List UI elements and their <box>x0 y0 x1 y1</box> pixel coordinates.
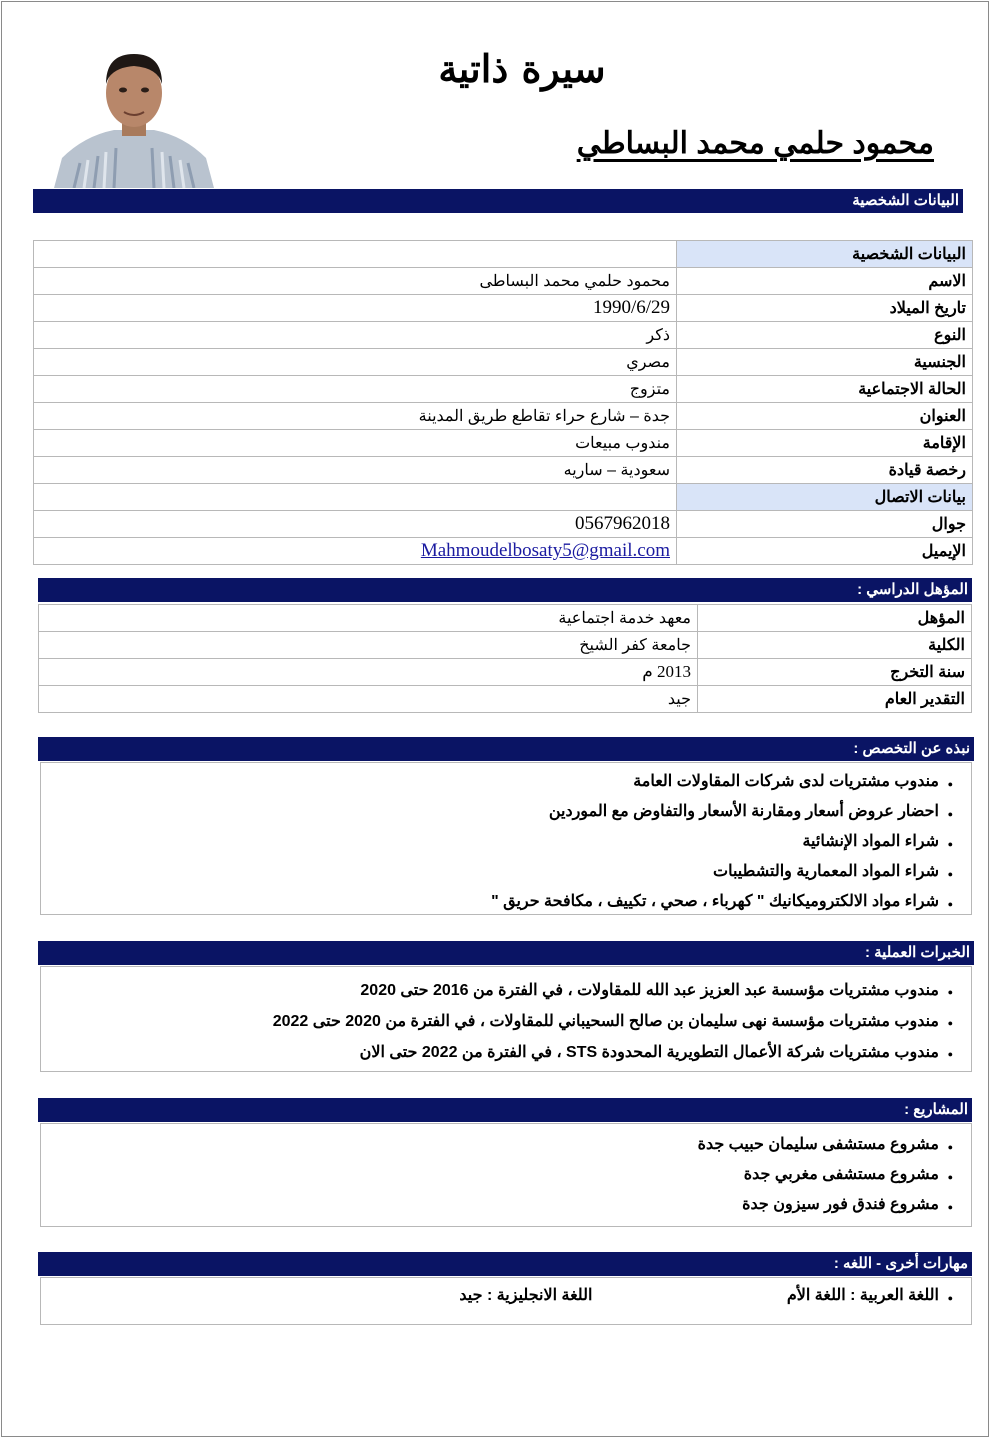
profile-photo <box>54 38 214 188</box>
section-title-education: المؤهل الدراسي : <box>857 581 968 598</box>
row-label: الحالة الاجتماعية <box>677 376 973 403</box>
row-label: التقدير العام <box>698 686 972 713</box>
table-row <box>34 511 973 538</box>
list-item: ● مندوب مشتريات مؤسسة عبد العزيز عبد الله للمقاولات ، في الفترة من 2016 حتى 2020 <box>41 975 953 1006</box>
table-row <box>34 484 973 511</box>
list-item: ● شراء مواد الالكتروميكانيك " كهرباء ، صحي ، تكييف ، مكافحة حريق " <box>41 887 953 917</box>
section-bar-experience <box>38 941 974 965</box>
row-label: رخصة قيادة <box>677 457 973 484</box>
phone-value: 0567962018 <box>34 511 677 538</box>
row-value: مصري <box>34 349 677 376</box>
table-row <box>39 632 972 659</box>
row-label: سنة التخرج <box>698 659 972 686</box>
list-item: ● مشروع فندق فور سيزون جدة <box>41 1190 953 1220</box>
row-value: جامعة كفر الشيخ <box>39 632 698 659</box>
document-title: سيرة ذاتية <box>438 46 606 91</box>
personal-header-cell: البيانات الشخصية <box>677 241 973 268</box>
section-bar-specialization <box>38 737 974 761</box>
section-title-projects: المشاريع : <box>904 1101 968 1118</box>
projects-box <box>40 1123 972 1227</box>
section-bar-projects <box>38 1098 972 1122</box>
list-item: ● مشروع مستشفى سليمان حبيب جدة <box>41 1130 953 1160</box>
skills-box <box>40 1277 972 1325</box>
section-title-specialization: نبذه عن التخصص : <box>853 740 970 757</box>
row-value: ذكر <box>34 322 677 349</box>
row-value: جيد <box>39 686 698 713</box>
table-row <box>34 349 973 376</box>
row-value: 2013 م <box>39 659 698 686</box>
row-label: الإقامة <box>677 430 973 457</box>
table-row <box>39 659 972 686</box>
row-label: الاسم <box>677 268 973 295</box>
row-label: الكلية <box>698 632 972 659</box>
row-value: سعودية – ساريه <box>34 457 677 484</box>
experience-box <box>40 966 972 1072</box>
language-arabic: ● اللغة العربية : اللغة الأم <box>787 1282 953 1310</box>
section-title-experience: الخبرات العملية : <box>864 944 970 961</box>
personal-data-table <box>33 240 973 565</box>
table-row <box>34 457 973 484</box>
section-title-personal: البيانات الشخصية <box>852 192 959 209</box>
list-item: ● شراء المواد الإنشائية <box>41 827 953 857</box>
row-label: الإيميل <box>677 538 973 565</box>
row-value: محمود حلمي محمد البساطى <box>34 268 677 295</box>
cv-page <box>1 1 989 1437</box>
row-value: مندوب مبيعات <box>34 430 677 457</box>
list-item: ● مشروع مستشفى مغربي جدة <box>41 1160 953 1190</box>
list-item: ● مندوب مشتريات شركة الأعمال التطويرية المحدودة STS ، في الفترة من 2022 حتى الان <box>41 1037 953 1068</box>
candidate-name: محمود حلمي محمد البساطي <box>576 127 934 160</box>
row-label: المؤهل <box>698 605 972 632</box>
table-row <box>34 295 973 322</box>
table-row <box>34 403 973 430</box>
row-value: معهد خدمة اجتماعية <box>39 605 698 632</box>
section-bar-personal <box>33 189 963 213</box>
education-table <box>38 604 972 713</box>
row-value: متزوج <box>34 376 677 403</box>
table-row <box>34 241 973 268</box>
list-item: ● احضار عروض أسعار ومقارنة الأسعار والتفاوض مع الموردين <box>41 797 953 827</box>
table-row <box>34 430 973 457</box>
table-row <box>34 376 973 403</box>
table-row <box>34 268 973 295</box>
row-label: جوال <box>677 511 973 538</box>
list-item: ● شراء المواد المعمارية والتشطيبات <box>41 857 953 887</box>
row-label: النوع <box>677 322 973 349</box>
row-label: الجنسية <box>677 349 973 376</box>
section-bar-skills <box>38 1252 972 1276</box>
language-english: اللغة الانجليزية : جيد <box>459 1287 593 1304</box>
table-row <box>39 686 972 713</box>
table-row <box>34 538 973 565</box>
row-value: 1990/6/29 <box>34 295 677 322</box>
row-label: تاريخ الميلاد <box>677 295 973 322</box>
row-value: جدة – شارع حراء تقاطع طريق المدينة <box>34 403 677 430</box>
list-item: ● مندوب مشتريات لدى شركات المقاولات العامة <box>41 767 953 797</box>
table-row <box>39 605 972 632</box>
table-row <box>34 322 973 349</box>
email-link[interactable]: Mahmoudelbosaty5@gmail.com <box>34 538 677 565</box>
specialization-box <box>40 762 972 915</box>
contact-header-cell: بيانات الاتصال <box>677 484 973 511</box>
list-item: ● مندوب مشتريات مؤسسة نهى سليمان بن صالح السحيباني للمقاولات ، في الفترة من 2020 حتى 2022 <box>41 1006 953 1037</box>
section-bar-education <box>38 578 972 602</box>
section-title-skills: مهارات أخرى - اللغه : <box>833 1255 968 1272</box>
row-label: العنوان <box>677 403 973 430</box>
